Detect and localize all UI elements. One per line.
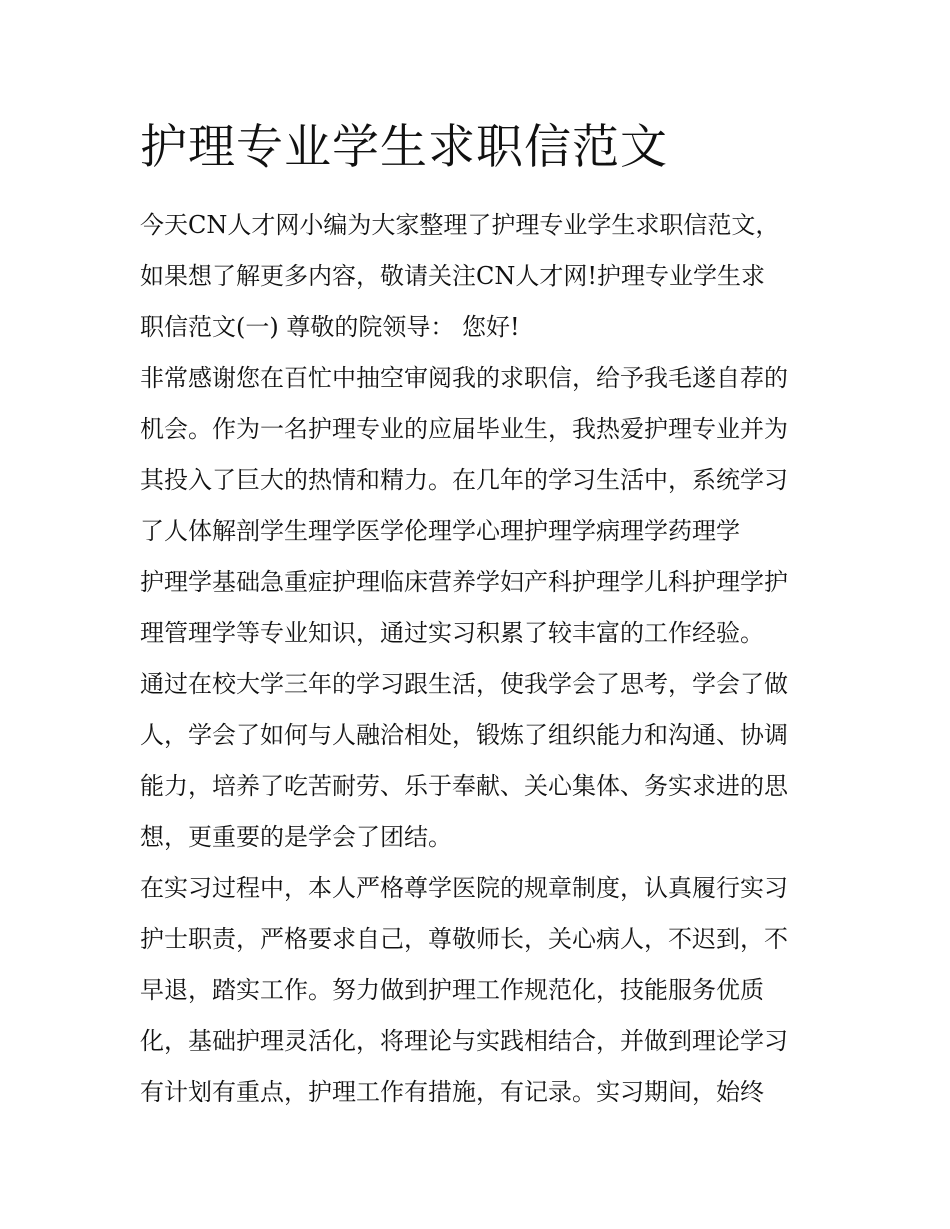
text-line: 有计划有重点，护理工作有措施，有记录。实习期间，始终 — [140, 1078, 764, 1106]
document-body — [140, 200, 820, 1118]
text-line: 理管理学等专业知识，通过实习积累了较丰富的工作经验。 — [140, 619, 764, 647]
text-line: 非常感谢您在百忙中抽空审阅我的求职信，给予我毛遂自荐的 — [140, 364, 788, 392]
page-title: 护理专业学生求职信范文 — [140, 120, 668, 175]
text-line: 化，基础护理灵活化，将理论与实践相结合，并做到理论学习 — [140, 1027, 788, 1055]
text-line: 今天CN人才网小编为大家整理了护理专业学生求职信范文， — [140, 211, 780, 239]
text-line: 早退，踏实工作。努力做到护理工作规范化，技能服务优质 — [140, 976, 764, 1004]
text-line: 机会。作为一名护理专业的应届毕业生，我热爱护理专业并为 — [140, 415, 788, 443]
text-line: 通过在校大学三年的学习跟生活，使我学会了思考，学会了做 — [140, 670, 788, 698]
text-line: 如果想了解更多内容，敬请关注CN人才网!护理专业学生求 — [140, 262, 766, 290]
text-line: 护士职责，严格要求自己，尊敬师长，关心病人，不迟到，不 — [140, 925, 788, 953]
text-line: 其投入了巨大的热情和精力。在几年的学习生活中，系统学习 — [140, 466, 788, 494]
text-line: 护理学基础急重症护理临床营养学妇产科护理学儿科护理学护 — [140, 568, 788, 596]
text-line: 能力，培养了吃苦耐劳、乐于奉献、关心集体、务实求进的思 — [140, 772, 788, 800]
text-line: 人，学会了如何与人融洽相处，锻炼了组织能力和沟通、协调 — [140, 721, 788, 749]
text-line: 职信范文(一) 尊敬的院领导： 您好! — [140, 313, 520, 341]
text-line: 在实习过程中，本人严格尊学医院的规章制度，认真履行实习 — [140, 874, 788, 902]
text-line: 了人体解剖学生理学医学伦理学心理护理学病理学药理学 — [140, 517, 740, 545]
text-line: 想，更重要的是学会了团结。 — [140, 823, 452, 851]
